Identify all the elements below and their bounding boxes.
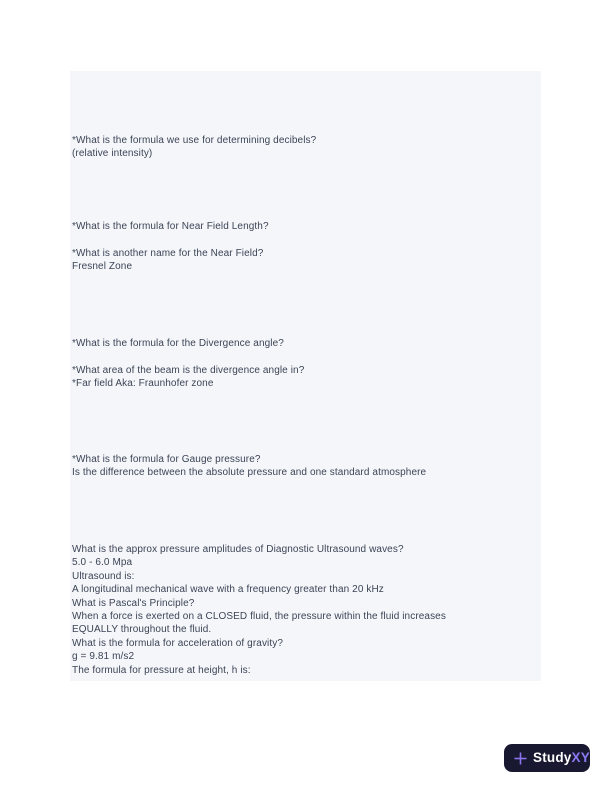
flashcard-block-gauge-pressure	[72, 453, 538, 480]
text-line: What is Pascal's Principle?	[72, 597, 195, 609]
text-line: *What area of the beam is the divergence angle in?	[72, 364, 305, 376]
text-line: *What is the formula for the Divergence angle?	[72, 338, 284, 349]
flashcard-block-decibels	[72, 134, 538, 161]
text-line: What is the approx pressure amplitudes of Diagnostic Ultrasound waves?	[72, 544, 404, 555]
plus-icon	[513, 751, 528, 766]
text-line: Fresnel Zone	[72, 261, 133, 273]
text-line: Is the difference between the absolute pressure and one standard atmosphere	[72, 467, 427, 479]
studyxy-logo-badge	[504, 744, 590, 772]
text-line: 5.0 - 6.0 Mpa	[72, 557, 133, 569]
text-line: What is the formula for acceleration of gravity?	[72, 637, 284, 649]
text-line: The formula for pressure at height, h is:	[72, 664, 251, 676]
text-line: A longitudinal mechanical wave with a frequency greater than 20 kHz	[72, 584, 384, 596]
flashcard-block-near-field	[72, 220, 538, 274]
text-line	[72, 350, 538, 363]
text-line: When a force is exerted on a CLOSED fluid, the pressure within the fluid increases	[72, 611, 446, 623]
text-line: *Far field Aka: Fraunhofer zone	[72, 378, 214, 390]
logo-text-xy: XY	[571, 750, 590, 766]
flashcard-block-ultrasound-basics	[72, 543, 538, 677]
text-line: (relative intensity)	[72, 148, 153, 160]
text-line: *What is the formula for Near Field Length?	[72, 221, 269, 232]
text-line: Ultrasound is:	[72, 570, 135, 582]
text-line: *What is the formula we use for determining decibels?	[72, 135, 317, 146]
text-line: g = 9.81 m/s2	[72, 651, 135, 663]
text-line: EQUALLY throughout the fluid.	[72, 624, 212, 636]
text-line	[72, 233, 538, 246]
logo-text-study: Study	[533, 750, 572, 766]
text-line: *What is the formula for Gauge pressure?	[72, 454, 261, 465]
logo-wordmark	[533, 751, 590, 765]
text-line: *What is another name for the Near Field?	[72, 247, 264, 259]
flashcard-block-divergence	[72, 337, 538, 391]
